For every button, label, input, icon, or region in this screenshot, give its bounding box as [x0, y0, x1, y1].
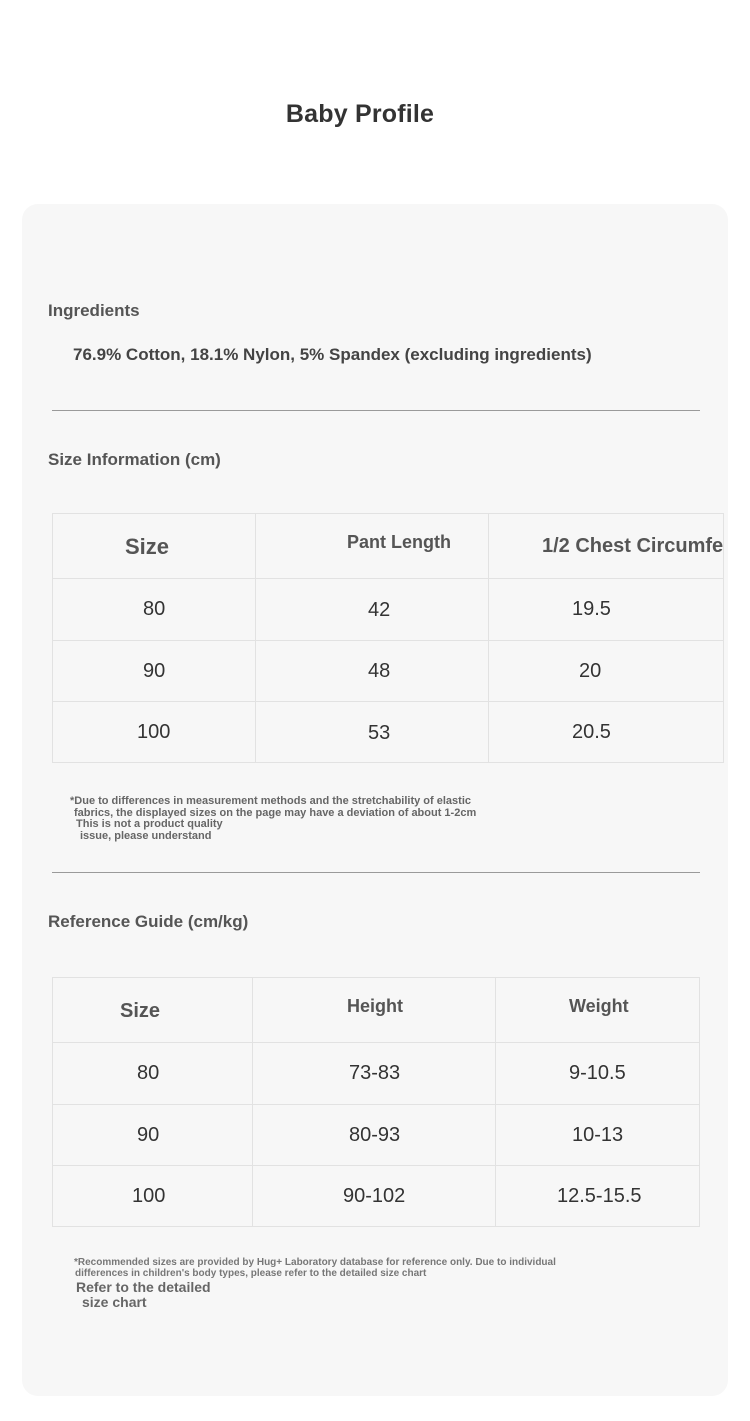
size-info-note — [70, 796, 476, 842]
weight-cell: 10-13 — [572, 1123, 624, 1146]
pant-length-header-cell — [256, 514, 489, 579]
size-header: Size — [125, 534, 170, 559]
table-header-row — [53, 978, 700, 1043]
note-line: *Recommended sizes are provided by Hug+ Laboratory database for reference only. Due to individual — [74, 1257, 556, 1268]
note-line: fabrics, the displayed sizes on the page may have a deviation of about 1-2cm — [74, 806, 477, 819]
table-row — [53, 1043, 700, 1105]
note-line: differences in children's body types, please refer to the detailed size chart — [75, 1268, 427, 1279]
refer-line: size chart — [82, 1293, 147, 1310]
note-line: This is not a product quality — [76, 818, 223, 830]
table-row — [53, 702, 724, 763]
chest-cell: 20.5 — [572, 720, 611, 743]
height-header-cell — [253, 978, 496, 1043]
size-cell: 80 — [137, 1062, 160, 1084]
table-header-row — [53, 514, 724, 579]
table-row — [53, 579, 724, 641]
ingredients-title: Ingredients — [48, 301, 140, 320]
chest-header: 1/2 Chest Circumfe — [542, 534, 724, 557]
refer-line: Refer to the detailed — [76, 1279, 211, 1295]
pant-length-header: Pant Length — [347, 531, 451, 552]
height-cell: 80-93 — [349, 1123, 401, 1146]
weight-cell: 12.5-15.5 — [557, 1184, 642, 1207]
size-header-cell — [53, 978, 253, 1043]
pant-length-cell: 53 — [368, 721, 391, 744]
pant-length-cell: 48 — [368, 659, 391, 682]
table-row — [53, 1105, 700, 1166]
chest-cell: 20 — [579, 659, 602, 682]
reference-guide-note — [74, 1257, 556, 1279]
chest-cell: 19.5 — [572, 598, 611, 620]
weight-cell: 9-10.5 — [569, 1062, 626, 1084]
weight-header: Weight — [569, 995, 629, 1016]
height-cell: 90-102 — [343, 1184, 406, 1207]
divider — [52, 872, 700, 873]
size-info-title: Size Information (cm) — [48, 450, 221, 469]
size-cell: 100 — [132, 1184, 166, 1207]
size-header-cell — [53, 514, 256, 579]
size-info-table — [52, 513, 724, 763]
divider — [52, 410, 700, 411]
pant-length-cell: 42 — [368, 599, 391, 621]
reference-guide-title: Reference Guide (cm/kg) — [48, 912, 249, 931]
refer-size-chart-text — [76, 1280, 211, 1309]
size-cell: 80 — [143, 598, 166, 620]
note-line: *Due to differences in measurement methods and the stretchability of elastic — [70, 795, 471, 807]
table-row — [53, 1166, 700, 1227]
height-cell: 73-83 — [349, 1062, 401, 1084]
size-cell: 90 — [143, 659, 166, 682]
size-cell: 90 — [137, 1123, 160, 1146]
size-cell: 100 — [137, 720, 171, 743]
note-line: issue, please understand — [80, 829, 212, 842]
table-row — [53, 641, 724, 702]
weight-header-cell — [496, 978, 700, 1043]
page-title: Baby Profile — [285, 100, 435, 128]
size-header: Size — [120, 999, 161, 1022]
chest-header-cell — [489, 514, 724, 579]
height-header: Height — [347, 995, 403, 1016]
ingredients-text: 76.9% Cotton, 18.1% Nylon, 5% Spandex (excluding ingredients) — [73, 345, 592, 364]
reference-guide-table — [52, 977, 700, 1227]
